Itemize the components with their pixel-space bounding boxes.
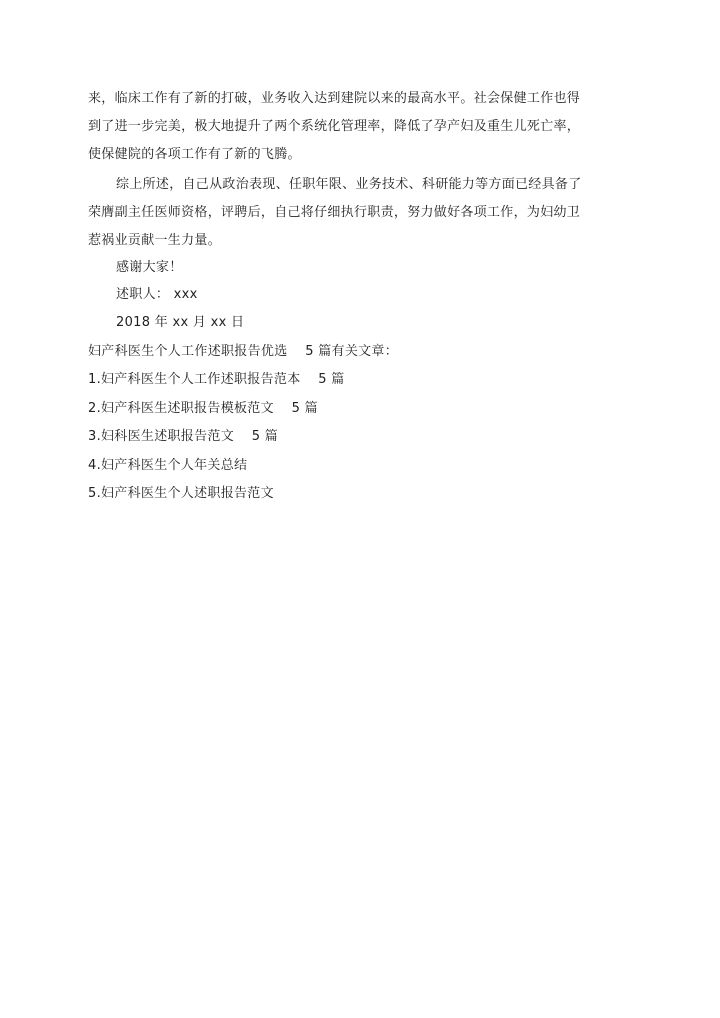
paragraph-2-line-3: 惹祸业贡献一生力量。	[88, 233, 222, 248]
paragraph-1-line-2: 到了进一步完美，极大地提升了两个系统化管理率，降低了孕产妇及重生儿死亡率，	[88, 119, 581, 134]
related-article-link[interactable]: 2.妇产科医生述职报告模板范文 5 篇	[88, 401, 318, 416]
related-article-link[interactable]: 5.妇产科医生个人述职报告范文	[88, 486, 274, 501]
related-articles-heading: 妇产科医生个人工作述职报告优选 5 篇有关文章：	[88, 344, 399, 359]
related-article-link[interactable]: 3.妇科医生述职报告范文 5 篇	[88, 429, 279, 444]
paragraph-1-line-3: 使保健院的各项工作有了新的飞腾。	[88, 147, 301, 162]
paragraph-2-line-1: 综上所述，自己从政治表现、任职年限、业务技术、科研能力等方面已经具备了	[116, 177, 582, 192]
date-line: 2018 年 xx 月 xx 日	[116, 315, 245, 330]
signature-line: 述职人： xxx	[116, 287, 198, 302]
related-article-link[interactable]: 1.妇产科医生个人工作述职报告范本 5 篇	[88, 372, 345, 387]
paragraph-1-line-1: 来，临床工作有了新的打破，业务收入达到建院以来的最高水平。社会保健工作也得	[88, 91, 581, 106]
thanks-line: 感谢大家！	[116, 260, 183, 275]
related-article-link[interactable]: 4.妇产科医生个人年关总结	[88, 458, 248, 473]
paragraph-2-line-2: 荣膺副主任医师资格，评聘后，自己将仔细执行职责，努力做好各项工作，为妇幼卫	[88, 205, 581, 220]
